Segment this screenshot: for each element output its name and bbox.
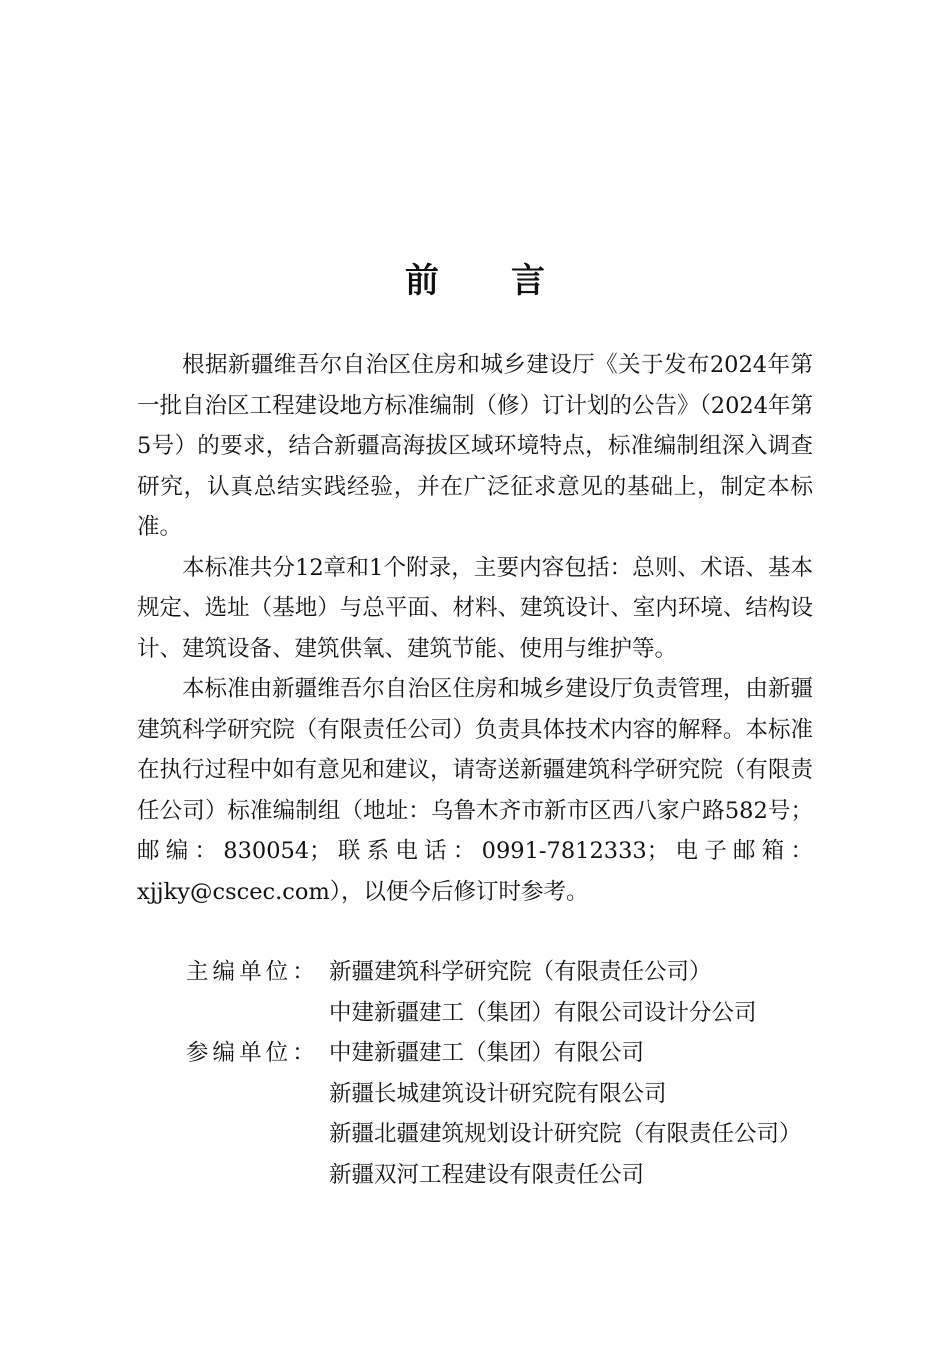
participating-editor-row — [186, 1033, 802, 1074]
chief-editor-row — [186, 952, 802, 993]
preface-body — [137, 345, 813, 912]
participating-editor-row — [186, 1155, 802, 1196]
page-title — [0, 258, 950, 304]
title-char-2: 言 — [511, 261, 545, 301]
chief-editor-unit: 新疆建筑科学研究院（有限责任公司） — [329, 959, 712, 985]
preface-paragraph: 本标准共分12章和1个附录，主要内容包括：总则、术语、基本规定、选址（基地）与总平面、材料、建筑设计、室内环境、结构设计、建筑设备、建筑供氧、建筑节能、使用与维护等。 — [137, 554, 813, 662]
participating-editor-label: 参编单位： — [186, 1040, 319, 1066]
participating-editor-unit: 新疆北疆建筑规划设计研究院（有限责任公司） — [329, 1121, 802, 1147]
participating-editor-unit: 中建新疆建工（集团）有限公司 — [329, 1040, 645, 1066]
participating-editor-unit: 新疆长城建筑设计研究院有限公司 — [329, 1080, 667, 1107]
title-char-1: 前 — [405, 261, 439, 301]
editorial-units — [186, 952, 802, 1195]
participating-editor-unit: 新疆双河工程建设有限责任公司 — [329, 1161, 645, 1188]
participating-editor-row — [186, 1114, 802, 1155]
chief-editor-label: 主编单位： — [186, 959, 319, 985]
chief-editor-unit: 中建新疆建工（集团）有限公司设计分公司 — [329, 999, 757, 1026]
participating-editor-row — [186, 1074, 802, 1115]
preface-paragraph: 根据新疆维吾尔自治区住房和城乡建设厅《关于发布2024年第一批自治区工程建设地方标准编制（修）订计划的公告》（2024年第5号）的要求，结合新疆高海拔区域环境特点，标准编制组深入调查研究，认真总结实践经验，并在广泛征求意见的基础上，制定本标准。 — [137, 352, 814, 540]
chief-editor-row — [186, 993, 802, 1034]
preface-paragraph: 本标准由新疆维吾尔自治区住房和城乡建设厅负责管理，由新疆建筑科学研究院（有限责任公司）负责具体技术内容的解释。本标准在执行过程中如有意见和建议，请寄送新疆建筑科学研究院（有限责任公司）标准编制组（地址：乌鲁木齐市新市区西八家户路582号；邮编：830054；联系电话：0991-7812333；电子邮箱：xjjky@cscec.com），以便今后修订时参考。 — [137, 676, 813, 905]
